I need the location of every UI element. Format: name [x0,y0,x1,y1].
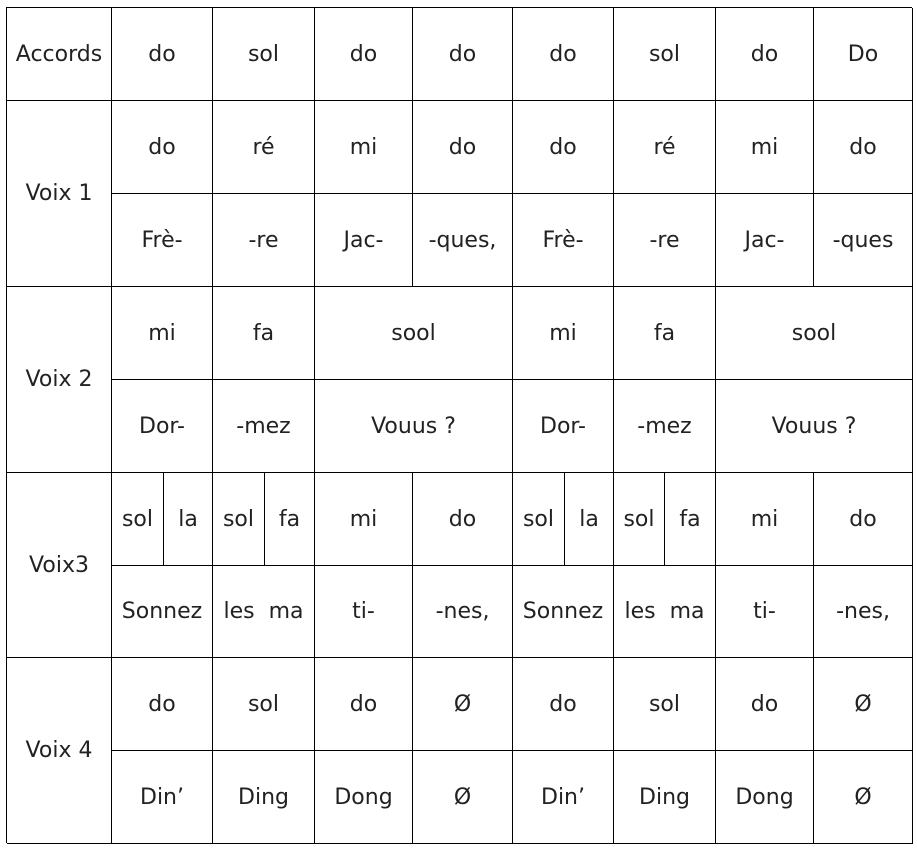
lyric-cell: -nes, [413,566,513,658]
lyric-cell: -ques, [413,194,513,287]
lyric-cell: Frè- [513,194,614,287]
lyric-cell: Din’ [513,751,614,844]
note-cell: mi [315,101,413,194]
note-cell: sol [213,473,265,566]
lyric-cell: Dor- [112,380,213,473]
note-cell: Ø [413,658,513,751]
lyric-cell: Sonnez [112,566,213,658]
lyric-cell: -mez [614,380,716,473]
lyric-cell: Ding [213,751,315,844]
chord-cell: do [315,8,413,101]
note-cell: mi [513,287,614,380]
chord-cell: sol [614,8,716,101]
note-cell: Ø [814,658,913,751]
note-cell: fa [614,287,716,380]
note-cell: mi [315,473,413,566]
row-label-voix-2: Voix 2 [7,287,112,473]
note-cell: mi [716,473,814,566]
lyric-cell: Ø [413,751,513,844]
row-label-voix-4: Voix 4 [7,658,112,844]
chord-cell: do [112,8,213,101]
note-cell: do [413,101,513,194]
note-cell: do [112,101,213,194]
lyric-cell: les ma [213,566,315,658]
note-cell: sool [315,287,513,380]
note-cell: do [716,658,814,751]
chord-cell: Do [814,8,913,101]
chord-cell: do [413,8,513,101]
note-cell: do [513,658,614,751]
lyric-cell: Vouus ? [315,380,513,473]
lyric-cell: Ding [614,751,716,844]
chord-cell: do [513,8,614,101]
note-cell: mi [716,101,814,194]
note-cell: sol [614,473,665,566]
lyric-cell: les ma [614,566,716,658]
music-score-table [6,7,912,843]
lyric-cell: -re [614,194,716,287]
note-cell: do [814,101,913,194]
note-cell: do [112,658,213,751]
note-cell: do [315,658,413,751]
lyric-cell: Frè- [112,194,213,287]
lyric-cell: Dong [315,751,413,844]
note-cell: fa [665,473,716,566]
row-label-accords: Accords [7,8,112,101]
lyric-cell: Ø [814,751,913,844]
note-cell: fa [265,473,315,566]
lyric-cell: Dor- [513,380,614,473]
lyric-cell: Din’ [112,751,213,844]
lyric-cell: -ques [814,194,913,287]
note-cell: fa [213,287,315,380]
lyric-cell: Sonnez [513,566,614,658]
note-cell: la [164,473,213,566]
lyric-cell: ti- [315,566,413,658]
chord-cell: do [716,8,814,101]
note-cell: sool [716,287,913,380]
note-cell: mi [112,287,213,380]
chord-cell: sol [213,8,315,101]
lyric-cell: ti- [716,566,814,658]
note-cell: sol [614,658,716,751]
row-label-voix-1: Voix 1 [7,101,112,287]
lyric-cell: -re [213,194,315,287]
note-cell: la [565,473,614,566]
lyric-cell: -mez [213,380,315,473]
row-label-voix-3: Voix3 [7,473,112,658]
lyric-cell: -nes, [814,566,913,658]
lyric-cell: Dong [716,751,814,844]
note-cell: ré [213,101,315,194]
note-cell: do [513,101,614,194]
lyric-cell: Jac- [315,194,413,287]
note-cell: ré [614,101,716,194]
lyric-cell: Vouus ? [716,380,913,473]
note-cell: sol [112,473,164,566]
note-cell: do [413,473,513,566]
note-cell: do [814,473,913,566]
lyric-cell: Jac- [716,194,814,287]
note-cell: sol [513,473,565,566]
note-cell: sol [213,658,315,751]
